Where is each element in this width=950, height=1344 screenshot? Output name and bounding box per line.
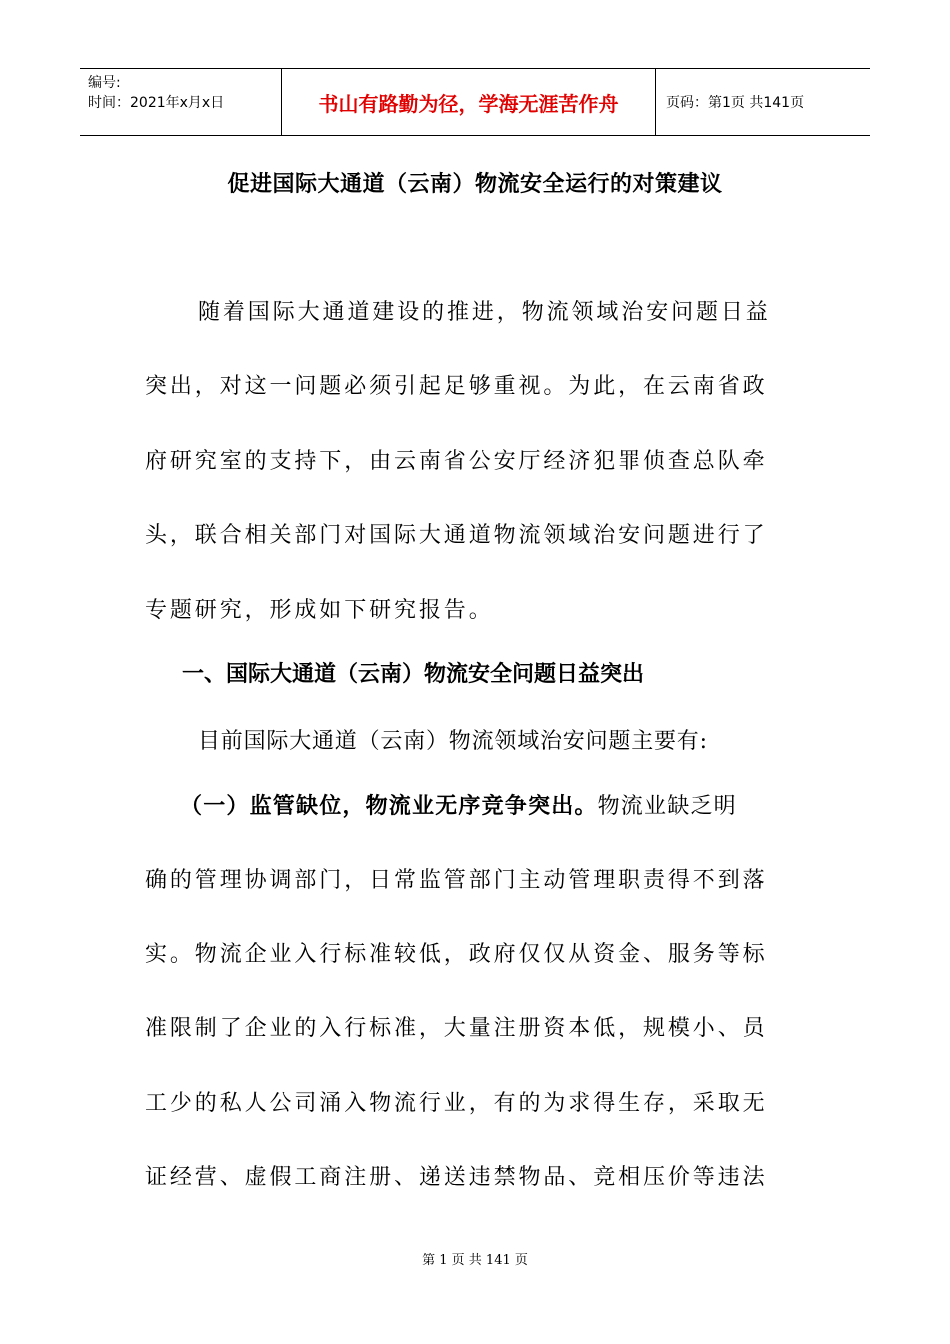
intro-line: 目前国际大通道（云南）物流领域治安问题主要有:: [198, 729, 708, 754]
header-table: [80, 68, 870, 136]
paragraph-line: 准限制了企业的入行标准，大量注册资本低，规模小、员: [145, 1016, 768, 1041]
paragraph-line: 实。物流企业入行标准较低，政府仅仅从资金、服务等标: [145, 942, 768, 967]
number-label: 编号:: [88, 75, 121, 91]
paragraph-line: 专题研究，形成如下研究报告。: [145, 598, 494, 623]
paragraph-line: 府研究室的支持下，由云南省公安厅经济犯罪侦查总队牵: [145, 449, 768, 474]
header-page-cell: [656, 69, 870, 135]
motto-text: 书山有路勤为径，学海无涯苦作舟: [318, 91, 619, 116]
paragraph-line: 证经营、虚假工商注册、递送违禁物品、竞相压价等违法: [145, 1165, 768, 1190]
subsection-text: 物流业缺乏明: [597, 794, 737, 819]
page-label: 页码：第1页 共141页: [666, 95, 805, 111]
section-heading: 一、国际大通道（云南）物流安全问题日益突出: [182, 662, 645, 687]
time-label: 时间：2021年x月x日: [88, 95, 225, 111]
subsection-heading: （一）监管缺位，物流业无序竞争突出。: [180, 794, 598, 819]
paragraph-line: 头，联合相关部门对国际大通道物流领域治安问题进行了: [145, 523, 768, 548]
document-title: 促进国际大通道（云南）物流安全运行的对策建议: [227, 171, 723, 197]
paragraph-line: 确的管理协调部门，日常监管部门主动管理职责得不到落: [145, 868, 768, 893]
paragraph-line: 工少的私人公司涌入物流行业，有的为求得生存，采取无: [145, 1091, 768, 1116]
header-motto-cell: [282, 69, 656, 135]
paragraph-line: 随着国际大通道建设的推进，物流领域治安问题日益: [198, 300, 771, 325]
header-info-cell: [80, 69, 282, 135]
page-footer: 第 1 页 共 141 页: [422, 1253, 528, 1268]
subsection-line: [180, 792, 737, 822]
paragraph-line: 突出，对这一问题必须引起足够重视。为此，在云南省政: [145, 374, 768, 399]
